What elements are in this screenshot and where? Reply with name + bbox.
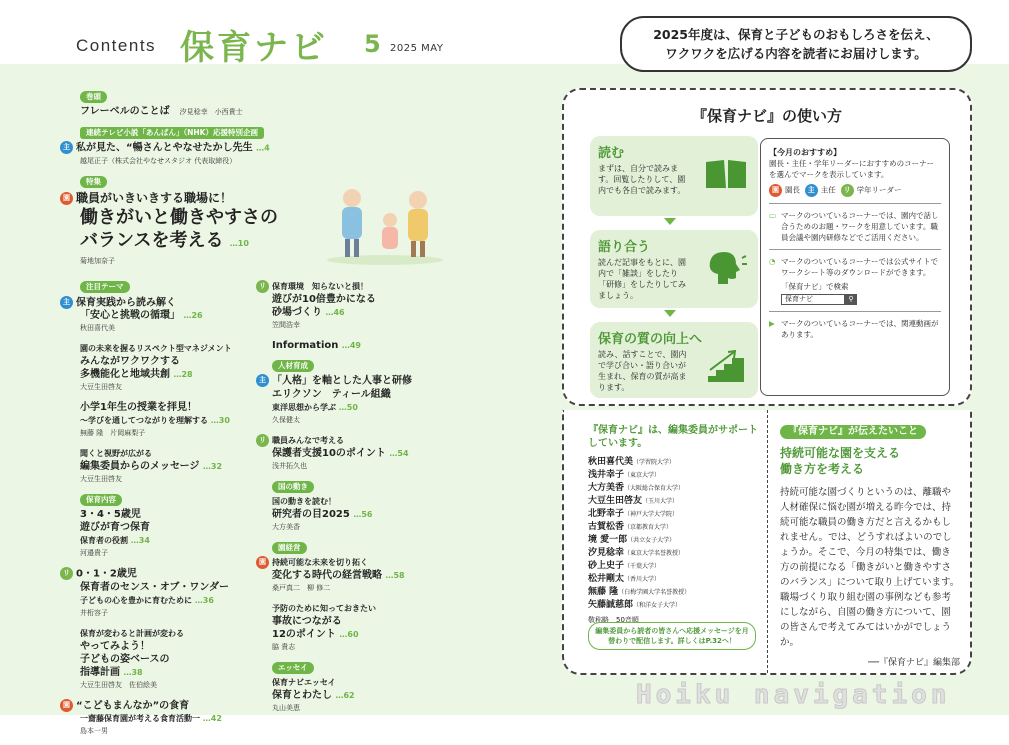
toc-c4[interactable]: 国の動き 国の動きを読む！ 研究者の目2025 …56 大方美香: [272, 481, 373, 531]
editorial-members: [588, 424, 758, 627]
members-heading: 『保育ナビ』は、編集委員がサポートしています。: [588, 425, 758, 449]
mark-encho-icon: 園: [60, 699, 73, 712]
search-icon[interactable]: ⚲: [845, 294, 857, 305]
section-tag-mgmt: 園経営: [272, 542, 307, 554]
member-item: 境 愛一郎（共立女子大学）: [588, 535, 676, 545]
arrow-down-icon: [664, 218, 676, 225]
howto-panel: [562, 88, 972, 406]
member-item: 矢藤誠慈郎（和洋女子大学）: [588, 600, 682, 610]
mark-shunin-icon: 主: [60, 141, 73, 154]
issue-number: 5: [364, 30, 381, 58]
speaking-head-icon: [704, 250, 748, 286]
step-read-text: まずは、自分で読みます。回覧したりして、園内でも各自で読みます。: [598, 164, 686, 195]
contents-label: Contents: [76, 36, 157, 55]
toc-b2[interactable]: リ 0・1・2歳児 保育者のセンス・オブ・ワンダー 子どもの心を豊かに育むために …36 井桁容子: [80, 567, 330, 620]
section-tag-focus: 注目テーマ: [80, 281, 130, 293]
howto-title: 『保育ナビ』の使い方: [691, 107, 842, 125]
teachers-illustration: [322, 176, 448, 266]
mark-encho-icon: 園: [256, 556, 269, 569]
section-tag-kantou: 巻頭: [80, 91, 107, 103]
member-item: 大豆生田啓友（玉川大学）: [588, 496, 679, 506]
members-order-note: 敬称略 50音順: [588, 616, 639, 624]
member-item: 北野幸子（神戸大学大学院）: [588, 509, 679, 519]
message-body: 持続可能な園づくりというのは、離職や人材確保に悩む園が増える昨今では、持続可能な職員の働き方だと言えるかもしれません。では、どうすればよいのでしょうか。そこで、今月の特集では、働き方の前提になる「働きがいと働きやすさのバランス」について取り上げています。職場づくり取り組む園の事例なども参考にしながら、自園の働き方について、園の皆さんで考えてみてはいかがでしょうか。: [780, 487, 960, 648]
section-tag-trend: 国の動き: [272, 481, 314, 493]
member-item: 無藤 隆（白梅学園大学名誉教授）: [588, 587, 691, 597]
lower-panel: [562, 410, 972, 675]
step-read-title: 読む: [598, 146, 625, 161]
toc-c5[interactable]: 園経営 園 持続可能な未来を切り拓く 変化する時代の経営戦略 …58 桑戸真二 柳 修二: [272, 541, 512, 595]
intro-bubble: [620, 16, 972, 72]
section-tag-feature: 特集: [80, 176, 107, 188]
intro-line-2: ワクワクを広げる内容を読者にお届けします。: [665, 46, 927, 61]
members-note: 編集委員から読者の皆さんへ応援メッセージを月替わりで配信します。詳しくはP.32へ！: [588, 622, 756, 650]
rec-text: 園長・主任・学年リーダーにおすすめのコーナーを選んでマークを表示しています。: [769, 159, 935, 179]
feature-line-3: バランスを考える …10: [80, 229, 249, 251]
search-widget: [769, 292, 941, 305]
toc-b4[interactable]: 園 “こどもまんなか”の食育 一齋藤保育園が考える食育活動一 …42 島本一男: [80, 699, 330, 739]
toc-a1[interactable]: 主 保育実践から読み解く 「安心と挑戦の循環」 …26 秋田喜代美: [80, 296, 330, 336]
toc-title: 主 私が見た、“暢さんとやなせたかし先生 …4: [60, 141, 330, 155]
member-item: 浅井幸子（東京大学）: [588, 470, 661, 480]
mark-shunin-icon: 主: [60, 296, 73, 309]
toc-info[interactable]: Information …49: [272, 340, 361, 351]
section-tag-essay: エッセイ: [272, 662, 314, 674]
toc-c1[interactable]: リ 保育環境 知らないと損！ 遊びが10倍豊かになる 砂場づくり …46 笠間浩幸: [272, 280, 512, 332]
recommend-box: [760, 138, 950, 396]
toc-c2[interactable]: 人材育成 主 「人格」を軸とした人事と研修 エリクソン ティール組織 東洋思想から学ぶ …50 久保健太: [272, 359, 512, 427]
toc-c7[interactable]: エッセイ 保育ナビエッセイ 保育とわたし …62 丸山美恵: [272, 662, 355, 712]
chat-icon: ▭: [769, 211, 777, 220]
mark-shunin-icon: 主: [256, 374, 269, 387]
mark-legend: 園 園長 主 主任 リ 学年リーダー: [769, 184, 941, 197]
rec-video: ▶ マークのついているコーナーでは、関連動画があります。: [769, 319, 939, 339]
step-read: [590, 136, 758, 216]
toc-drama[interactable]: [63, 126, 330, 168]
toc-a3[interactable]: 小学1年生の授業を拝見！ 〜学びを通してつながりを理解する …30 無藤 隆 片岡麻梨子: [80, 402, 230, 437]
rec-chat: ▭ マークのついているコーナーでは、園内で話し合うためのお題・ワークを用意しています。職員会議や園内研修などでご活用ください。: [769, 211, 939, 242]
rec-download: ◔ マークのついているコーナーでは公式サイトでワークシート等のダウンロードができます。: [769, 257, 938, 277]
rec-title: 【今月のおすすめ】: [769, 148, 842, 157]
toc-feature[interactable]: [63, 175, 330, 268]
member-item: 砂上史子（千葉大学）: [588, 561, 661, 571]
toc-b3[interactable]: 保育が変わると計画が変わる やってみよう！ 子どもの姿ベースの 指導計画 …38 大豆生田啓友 佐伯絵美: [80, 628, 184, 689]
message-heading: 持続可能な園を支える 働き方を考える: [780, 446, 901, 476]
toc-c3[interactable]: リ 職員みんなで考える 保護者支援10のポイント …54 浅井拓久也: [272, 434, 512, 473]
toc-author: 越尾正子（株式会社やなせスタジオ 代表取締役）: [80, 156, 237, 165]
toc-title: 園 職員がいきいきする職場に！: [60, 190, 330, 206]
toc-a2[interactable]: 園の未来を握るリスペクト型マネジメント みんながワクワクする 多機能化と地域共創 …28 大豆生田啓友: [80, 344, 232, 391]
member-item: 秋田喜代美（学習院大学）: [588, 457, 676, 467]
toc-kantou[interactable]: [80, 90, 330, 119]
message-box: [780, 424, 960, 671]
feature-line-2: 働きがいと働きやすさの: [80, 206, 278, 228]
magazine-logo: 保育ナビ: [180, 28, 328, 68]
toc-hoiku: 保育内容 3・4・5歳児 遊びが育つ保育 保育者の役割 …34 河邉貴子: [80, 495, 150, 557]
mark-leader-icon: リ: [256, 280, 269, 293]
panel-divider: [767, 410, 768, 673]
search-caption: 「保育ナビ」で検索: [781, 282, 849, 291]
intro-line-1: 2025年度は、保育と子どものおもしろさを伝え、: [653, 27, 939, 42]
member-item: 古賀松香（京都教育大学）: [588, 522, 673, 532]
footer-logo: Hoiku navigation: [636, 680, 951, 710]
toc-title: フレーベルのことば 汐見稔幸 小西貴士: [80, 106, 243, 117]
step-quality: [590, 322, 758, 398]
section-tag-drama: 連続テレビ小説「あんぱん」（NHK）応援特別企画: [80, 127, 264, 139]
toc-c6[interactable]: 予防のために知っておきたい 事故につながる 12のポイント …60 脇 貴志: [272, 603, 376, 651]
toc-author: 菊地加奈子: [80, 256, 115, 265]
toc-a4[interactable]: 聞くと視野が広がる 編集委員からのメッセージ …32 大豆生田啓友: [80, 449, 223, 483]
issue-date: 2025 MAY: [390, 43, 444, 54]
divider: [769, 203, 941, 204]
book-icon: [704, 156, 748, 192]
divider: [769, 249, 941, 250]
member-item: 汐見稔幸（東京大学名誉教授）: [588, 548, 685, 558]
step-talk: [590, 230, 758, 308]
step-talk-title: 語り合う: [598, 240, 651, 255]
toc-mid-column: [259, 280, 512, 722]
mark-leader-icon: リ: [256, 434, 269, 447]
mark-encho-icon: 園: [60, 192, 73, 205]
divider: [769, 311, 941, 312]
stairs-up-icon: [704, 348, 748, 384]
member-item: 松井剛太（香川大学）: [588, 574, 661, 584]
mark-shunin-icon: 主: [805, 184, 818, 197]
arrow-down-icon: [664, 310, 676, 317]
video-icon: ▶: [769, 319, 775, 328]
search-input[interactable]: 保育ナビ: [781, 294, 845, 305]
member-list: [588, 456, 758, 612]
message-signature: ──『保育ナビ』編集部: [868, 658, 960, 668]
step-quality-text: 読み、話すことで、園内で学び合い・語り合いが生まれ、保育の質が高まります。: [598, 350, 687, 392]
step-talk-text: 読んだ記事をもとに、園内で「雑談」をしたり「研修」をしたりしてみましょう。: [598, 258, 686, 300]
message-tag: 『保育ナビ』が伝えたいこと: [780, 425, 926, 439]
mark-leader-icon: リ: [60, 567, 73, 580]
mark-encho-icon: 園: [769, 184, 782, 197]
section-tag-hr: 人材育成: [272, 360, 314, 372]
step-quality-title: 保育の質の向上へ: [598, 332, 703, 347]
member-item: 大方美香（大阪総合保育大学）: [588, 483, 685, 493]
mark-leader-icon: リ: [841, 184, 854, 197]
download-icon: ◔: [769, 257, 776, 266]
section-tag-hoiku: 保育内容: [80, 494, 122, 506]
